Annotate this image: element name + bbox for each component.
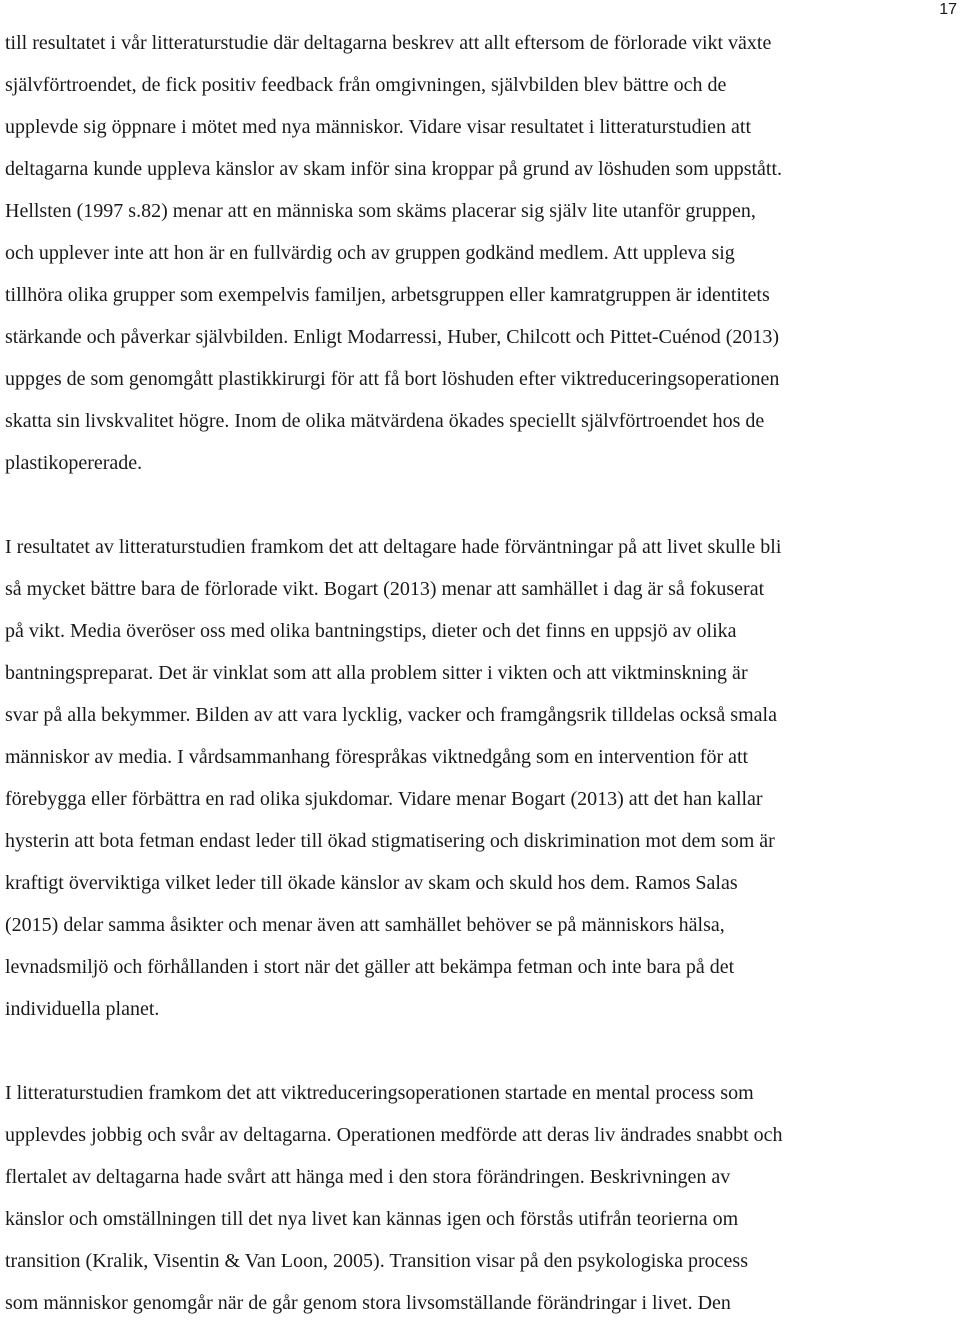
text-line: så mycket bättre bara de förlorade vikt. Bogart (2013) menar att samhället i dag är så fokuserat: [5, 578, 765, 600]
text-line: individuella planet.: [5, 998, 160, 1020]
text-line: I resultatet av litteraturstudien framkom det att deltagare hade förväntningar på att livet skulle bli: [5, 536, 782, 558]
text-line: svar på alla bekymmer. Bilden av att vara lycklig, vacker och framgångsrik tilldelas också smala: [5, 704, 777, 726]
text-line: känslor och omställningen till det nya livet kan kännas igen och förstås utifrån teorierna om: [5, 1208, 739, 1230]
text-line: bantningspreparat. Det är vinklat som att alla problem sitter i vikten och att viktminskning är: [5, 662, 748, 684]
page-number: 17: [939, 1, 957, 18]
text-line: som människor genomgår när de går genom stora livsomställande förändringar i livet. Den: [5, 1292, 731, 1314]
paragraph: [5, 526, 955, 1030]
text-line: kraftigt överviktiga vilket leder till ökade känslor av skam och skuld hos dem. Ramos Salas: [5, 872, 738, 894]
paragraph: [5, 22, 955, 484]
text-line: stärkande och påverkar självbilden. Enligt Modarressi, Huber, Chilcott och Pittet-Cuénod (2013): [5, 326, 780, 348]
text-line: I litteraturstudien framkom det att viktreduceringsoperationen startade en mental process som: [5, 1082, 754, 1104]
text-line: levnadsmiljö och förhållanden i stort när det gäller att bekämpa fetman och inte bara på det: [5, 956, 735, 978]
text-line: och upplever inte att hon är en fullvärdig och av gruppen godkänd medlem. Att uppleva sig: [5, 242, 735, 264]
text-line: flertalet av deltagarna hade svårt att hänga med i den stora förändringen. Beskrivningen av: [5, 1166, 731, 1188]
text-line: transition (Kralik, Visentin & Van Loon, 2005). Transition visar på den psykologiska process: [5, 1250, 748, 1272]
paragraph-spacer: [5, 484, 955, 526]
text-line: tillhöra olika grupper som exempelvis familjen, arbetsgruppen eller kamratgruppen är identitets: [5, 284, 770, 306]
text-line: deltagarna kunde uppleva känslor av skam inför sina kroppar på grund av löshuden som uppstått.: [5, 158, 783, 180]
text-line: förebygga eller förbättra en rad olika sjukdomar. Vidare menar Bogart (2013) att det han kallar: [5, 788, 763, 810]
text-line: självförtroendet, de fick positiv feedback från omgivningen, självbilden blev bättre och de: [5, 74, 727, 96]
text-line: på vikt. Media överöser oss med olika bantningstips, dieter och det finns en uppsjö av olika: [5, 620, 737, 642]
paragraph: [5, 1072, 955, 1324]
document-body: [5, 22, 955, 1324]
text-line: skatta sin livskvalitet högre. Inom de olika mätvärdena ökades speciellt självförtroendet hos de: [5, 410, 765, 432]
text-line: människor av media. I vårdsammanhang förespråkas viktnedgång som en intervention för att: [5, 746, 749, 768]
text-line: till resultatet i vår litteraturstudie där deltagarna beskrev att allt eftersom de förlorade vikt växte: [5, 32, 772, 54]
text-line: upplevde sig öppnare i mötet med nya människor. Vidare visar resultatet i litteraturstudien att: [5, 116, 752, 138]
paragraph-spacer: [5, 1030, 955, 1072]
text-line: uppges de som genomgått plastikkirurgi för att få bort löshuden efter viktreduceringsoperationen: [5, 368, 780, 390]
text-line: (2015) delar samma åsikter och menar även att samhället behöver se på människors hälsa,: [5, 914, 725, 936]
text-line: upplevdes jobbig och svår av deltagarna. Operationen medförde att deras liv ändrades snabbt och: [5, 1124, 783, 1146]
text-line: Hellsten (1997 s.82) menar att en människa som skäms placerar sig själv lite utanför gruppen,: [5, 200, 756, 222]
text-line: hysterin att bota fetman endast leder till ökad stigmatisering och diskrimination mot dem som är: [5, 830, 775, 852]
text-line: plastikopererade.: [5, 452, 143, 474]
